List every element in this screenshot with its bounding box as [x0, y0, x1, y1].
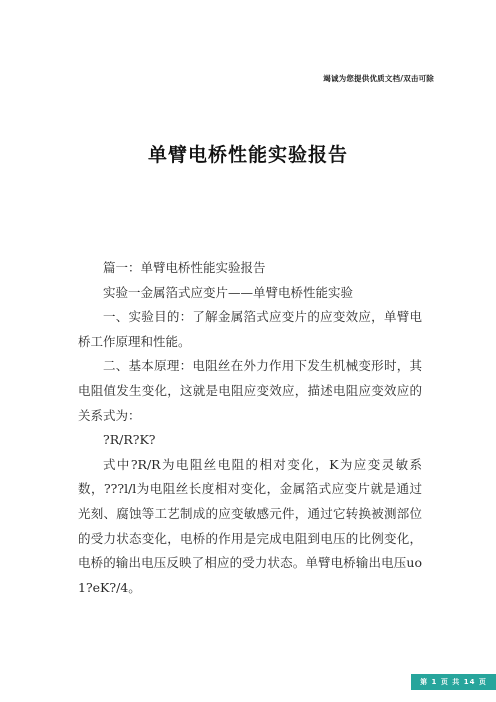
formula: ?R/R?K?: [103, 432, 156, 448]
paragraph: 实验一金属箔式应变片——单臂电桥性能实验: [103, 284, 354, 300]
document-body: [78, 256, 422, 600]
page-indicator-badge: 第 1 页 共 14 页: [411, 674, 496, 690]
paragraph: 二、基本原理：电阻丝在外力作用下发生机械变形时，其电阻值发生变化，这就是电阻应变效应，描述电阻应变效应的关系式为：: [78, 358, 422, 423]
paragraph: 式中?R/R为电阻丝电阻的相对变化，K为应变灵敏系数，???l/l为电阻丝长度相对变化，金属箔式应变片就是通过光刻、腐蚀等工艺制成的应变敏感元件，通过它转换被测部位的受力状态变化，电桥的作用是完成电阻到电压的比例变化，电桥的输出电压反映了相应的受力状态。单臂电桥输出电压uo1?eK?/4。: [78, 456, 422, 595]
paragraph: 篇一：单臂电桥性能实验报告: [103, 260, 266, 275]
document-title: 单臂电桥性能实验报告: [147, 144, 348, 166]
header-note: 竭诚为您提供优质文档/双击可除: [323, 74, 434, 83]
paragraph: 一、实验目的：了解金属箔式应变片的应变效应，单臂电桥工作原理和性能。: [78, 309, 422, 349]
